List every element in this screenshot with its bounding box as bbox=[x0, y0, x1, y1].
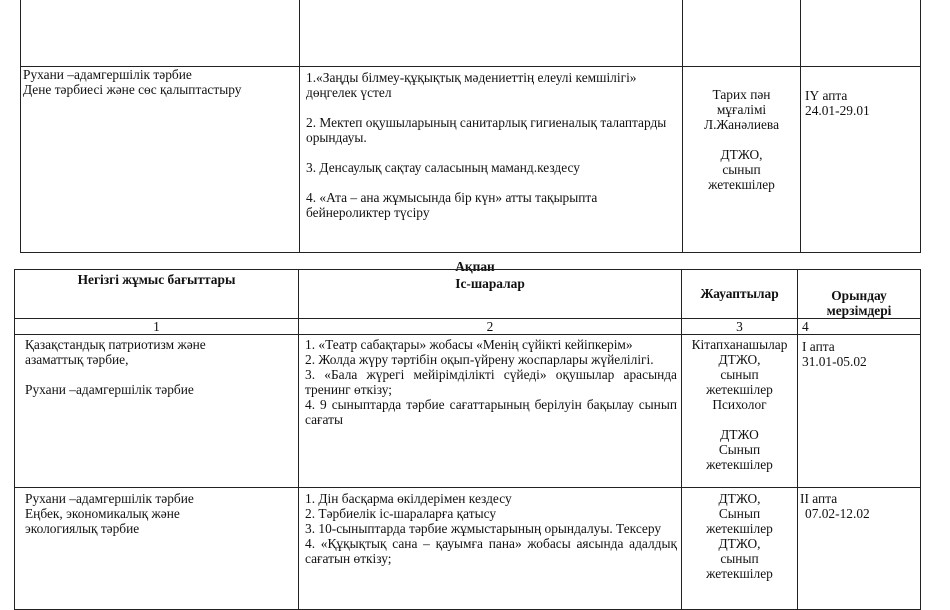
directions-cell bbox=[21, 67, 300, 253]
direction-line: Дене тәрбиесі және сөс қалыптастыру bbox=[23, 82, 242, 97]
header-activities-label: Іс-шаралар bbox=[455, 276, 525, 291]
activity-item: 2. Мектеп оқушыларының санитарлық гигиеналық талаптарды орындауы. bbox=[306, 115, 667, 145]
directions-cell bbox=[15, 335, 299, 488]
header-deadline-label bbox=[798, 270, 920, 318]
header-deadline-line: Орындау bbox=[831, 288, 887, 303]
activities-list bbox=[300, 67, 682, 220]
top-empty-cell bbox=[300, 0, 683, 67]
responsible-line: Сынып bbox=[718, 506, 761, 521]
deadline-lines bbox=[798, 335, 920, 369]
responsible-line: ДТЖО, bbox=[718, 491, 761, 506]
top-table bbox=[20, 0, 921, 253]
directions-lines bbox=[15, 335, 298, 397]
activity-item: 2. Жолда жүру тәртібін оқып-үйрену жоспарлары жүйелілігі. bbox=[305, 352, 654, 367]
column-number: 2 bbox=[486, 319, 494, 334]
responsible-line: сынып bbox=[720, 367, 759, 382]
responsible-line: Кітапханашылар bbox=[691, 337, 788, 352]
activity-item: 3. Денсаулық сақтау саласының маманд.кездесу bbox=[306, 160, 580, 175]
number-cell bbox=[15, 319, 299, 335]
responsible-line: жетекшілер bbox=[706, 521, 773, 536]
main-table bbox=[14, 269, 921, 610]
responsible-lines bbox=[682, 335, 797, 472]
responsible-line: Психолог bbox=[712, 397, 767, 412]
header-responsible bbox=[682, 270, 798, 319]
activities-list bbox=[299, 335, 681, 427]
direction-line: азаматтық тәрбие, bbox=[25, 352, 129, 367]
responsible-line: ДТЖО, bbox=[718, 536, 761, 551]
activity-item: 1.«Заңды білмеу-құқықтық мәдениеттің елеулі кемшілігі» дөңгелек үстел bbox=[306, 70, 637, 100]
activities-cell bbox=[300, 67, 683, 253]
responsible-cell bbox=[683, 67, 801, 253]
directions-lines bbox=[21, 67, 299, 97]
top-empty-cell bbox=[21, 0, 300, 67]
responsible-line: Сынып bbox=[718, 442, 761, 457]
deadline-week: ІҮ апта bbox=[805, 88, 848, 103]
activity-item: 4. «Ата – ана жұмысында бір күн» атты тақырыпта бейнероликтер түсіру bbox=[306, 190, 598, 220]
deadline-week: І апта bbox=[802, 339, 835, 354]
deadline-cell bbox=[801, 67, 921, 253]
direction-line: Рухани –адамгершілік тәрбие bbox=[25, 491, 194, 506]
number-cell bbox=[682, 319, 798, 335]
activity-item: 2. Тәрбиелік іс-шараларға қатысу bbox=[305, 506, 497, 521]
direction-line: Қазақстандық патриотизм және bbox=[25, 337, 206, 352]
activities-cell bbox=[299, 488, 682, 610]
activities-list bbox=[299, 488, 681, 566]
deadline-dates: 07.02-12.02 bbox=[805, 506, 870, 521]
responsible-line: ДТЖО, bbox=[720, 147, 763, 162]
activity-item: 1. Дін басқарма өкілдерімен кездесу bbox=[305, 491, 512, 506]
header-row bbox=[15, 270, 921, 319]
column-number: 1 bbox=[153, 319, 160, 334]
activity-item: 1. «Театр сабақтары» жобасы «Менің сүйікті кейіпкерім» bbox=[305, 337, 633, 352]
activity-item: 4. 9 сыныптарда тәрбие сағаттарының берілуін бақылау сынып сағаты bbox=[305, 397, 677, 427]
direction-line: Рухани –адамгершілік тәрбие bbox=[23, 67, 192, 82]
number-row bbox=[15, 319, 921, 335]
header-activities bbox=[299, 270, 682, 319]
responsible-line: сынып bbox=[720, 551, 759, 566]
deadline-cell bbox=[798, 488, 921, 610]
top-empty-cell bbox=[683, 0, 801, 67]
responsible-line: жетекшілер bbox=[706, 382, 773, 397]
responsible-line: жетекшілер bbox=[708, 177, 775, 192]
deadline-lines bbox=[798, 488, 920, 521]
directions-lines bbox=[15, 488, 298, 536]
header-deadline-line: мерзімдері bbox=[826, 303, 892, 318]
top-table-row bbox=[21, 67, 921, 253]
directions-cell bbox=[15, 488, 299, 610]
responsible-line: жетекшілер bbox=[706, 566, 773, 581]
responsible-lines bbox=[683, 67, 800, 192]
activity-item: 4. «Құқықтық сана – қауымға пана» жобасы аясында адалдық сағатын өткізу; bbox=[305, 536, 677, 566]
responsible-line: жетекшілер bbox=[706, 457, 773, 472]
responsible-cell bbox=[682, 335, 798, 488]
header-responsible-label: Жауаптылар bbox=[700, 286, 779, 301]
activity-item: 3. 10-сыныптарда тәрбие жұмыстарының орындалуы. Тексеру bbox=[305, 521, 662, 536]
deadline-week: ІІ апта bbox=[800, 491, 838, 506]
column-number: 3 bbox=[736, 319, 743, 334]
deadline-dates: 24.01-29.01 bbox=[805, 103, 870, 118]
number-cell bbox=[299, 319, 682, 335]
table-row bbox=[15, 335, 921, 488]
direction-line: экологиялық тәрбие bbox=[25, 521, 140, 536]
direction-line: Рухани –адамгершілік тәрбие bbox=[25, 382, 194, 397]
column-number: 4 bbox=[802, 319, 809, 334]
activity-item: 3. «Бала жүрегі мейірімділікті сүйеді» оқушылар арасында тренинг өткізу; bbox=[305, 367, 677, 397]
header-directions-label: Негізгі жұмыс бағыттары bbox=[77, 272, 236, 287]
top-empty-cell bbox=[801, 0, 921, 67]
responsible-line: Л.Жанәлиева bbox=[703, 117, 780, 132]
responsible-line: ДТЖО, bbox=[718, 352, 761, 367]
activities-cell bbox=[299, 335, 682, 488]
direction-line: Еңбек, экономикалық және bbox=[25, 506, 180, 521]
responsible-cell bbox=[682, 488, 798, 610]
deadline-lines bbox=[801, 67, 920, 118]
responsible-line: ДТЖО bbox=[720, 427, 759, 442]
responsible-lines bbox=[682, 488, 797, 581]
number-cell bbox=[798, 319, 921, 335]
header-directions bbox=[15, 270, 299, 319]
deadline-dates: 31.01-05.02 bbox=[802, 354, 867, 369]
top-table-empty-row bbox=[21, 0, 921, 67]
table-row bbox=[15, 488, 921, 610]
responsible-line: Тарих пән bbox=[712, 87, 771, 102]
month-title: Ақпан bbox=[455, 259, 495, 274]
header-deadline bbox=[798, 270, 921, 319]
responsible-line: мұғалімі bbox=[716, 102, 767, 117]
responsible-line: сынып bbox=[722, 162, 761, 177]
deadline-cell bbox=[798, 335, 921, 488]
